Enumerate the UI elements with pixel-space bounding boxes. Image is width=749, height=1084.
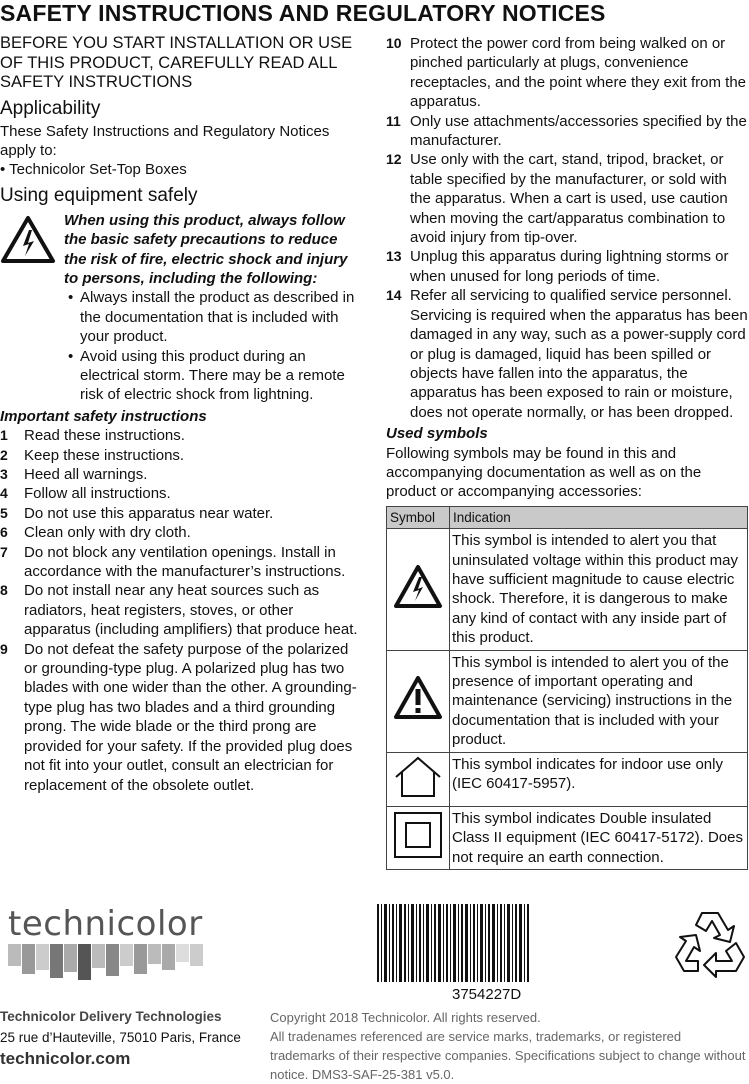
barcode-icon: [377, 904, 529, 982]
applicability-heading: Applicability: [0, 97, 101, 119]
company-block: [0, 1006, 241, 1069]
safety-warning-text: When using this product, always follow the basic safety precautions to reduce the risk of fire, electric shock and injury to persons, including the following:: [64, 211, 348, 287]
important-heading: Important safety instructions: [0, 407, 207, 425]
instruction-item: 6 Clean only with dry cloth.: [0, 524, 191, 542]
symbol-indication: This symbol is intended to alert you of the presence of important operating and maintenance (servicing) instructions in the documentation that is included with your product.: [450, 650, 748, 752]
page-title: SAFETY INSTRUCTIONS AND REGULATORY NOTICES: [0, 0, 606, 26]
instruction-item: 12 Use only with the cart, stand, tripod, bracket, or table specified by the manufacturer, or sold with the apparatus. When a cart is used, use caution when moving the cart/apparatus combination to avoid injury from tip-over.: [386, 151, 728, 247]
instruction-item: 13 Unplug this apparatus during lightning storms or when unused for long periods of time.: [386, 248, 729, 285]
exclamation-triangle-icon: [387, 650, 450, 752]
company-name: Technicolor Delivery Technologies: [0, 1009, 222, 1024]
intro-warning: BEFORE YOU START INSTALLATION OR USE OF THIS PRODUCT, CAREFULLY READ ALL SAFETY INSTRUCTIONS: [0, 34, 353, 91]
symbol-indication: This symbol indicates Double insulated Class II equipment (IEC 60417-5172). Does not require an earth connection.: [450, 807, 748, 870]
copyright-block: [270, 1008, 749, 1084]
company-address: 25 rue d’Hauteville, 75010 Paris, France: [0, 1030, 241, 1045]
indication-column-header: Indication: [450, 506, 748, 528]
safety-warning-block: [0, 211, 362, 405]
instruction-item: 2 Keep these instructions.: [0, 446, 185, 464]
barcode-number: 3754227D: [452, 986, 522, 1003]
instruction-item: 3 Heed all warnings.: [0, 466, 148, 483]
symbols-heading: Used symbols: [386, 425, 488, 443]
instruction-item: 4 Follow all instructions.: [0, 485, 171, 503]
instruction-item: 14 Refer all servicing to qualified service personnel. Servicing is required when the apparatus has been damaged in any way, such as a power-supply cord or plug is damaged, liquid has been spilled or objects have fallen into the apparatus, the apparatus has been exposed to rain or moisture, does not operate normally, or has been dropped.: [386, 287, 748, 421]
instruction-item: 7 Do not block any ventilation openings. Install in accordance with the manufacturer’s instructions.: [0, 543, 346, 581]
legal-text: All tradenames referenced are service marks, trademarks, or registered trademarks of their respective companies. Specifications subject to change without notice. DMS3-SAF-25-381 v5.0.: [270, 1029, 746, 1082]
symbol-column-header: Symbol: [387, 506, 450, 528]
applicability-text: These Safety Instructions and Regulatory Notices apply to:: [0, 122, 330, 159]
double-square-icon: [387, 807, 450, 870]
symbols-table: [386, 506, 748, 871]
symbol-indication: This symbol indicates for indoor use only (IEC 60417-5957).: [450, 752, 748, 806]
symbols-text: Following symbols may be found in this and accompanying documentation as well as on the product or accompanying accessories:: [386, 444, 702, 501]
instruction-item: 9 Do not defeat the safety purpose of the polarized or grounding-type plug. A polarized plug has two blades with one wider than the other. A grounding-type plug has two blades and a third grounding prong. The wide blade or the third prong are provided for your safety. If the provided plug does not fit into your outlet, consult an electrician for replacement of the obsolete outlet.: [0, 640, 357, 794]
right-column: [386, 34, 749, 870]
safety-bullet: • Always install the product as described in the documentation that is included with your product.: [80, 288, 362, 346]
left-column: [0, 34, 362, 795]
logo-stripes-icon: [8, 944, 208, 982]
safety-bullet: • Avoid using this product during an electrical storm. There may be a remote risk of electric shock from lightning.: [80, 347, 362, 405]
recycle-icon: [672, 905, 748, 981]
logo-text: technicolor: [8, 904, 203, 944]
table-row: [387, 752, 748, 806]
instruction-item: 10 Protect the power cord from being walked on or pinched particularly at plugs, convenience receptacles, and the point where they exit from the apparatus.: [386, 35, 747, 111]
table-row: [387, 529, 748, 650]
house-icon: [387, 752, 450, 806]
instruction-item: 1 Read these instructions.: [0, 427, 185, 445]
copyright-text: Copyright 2018 Technicolor. All rights reserved.: [270, 1010, 541, 1025]
instruction-item: 8 Do not install near any heat sources such as radiators, heat registers, stoves, or other apparatus (including amplifiers) that produce heat.: [0, 582, 358, 639]
lightning-triangle-icon: [387, 529, 450, 650]
applicability-item: • Technicolor Set-Top Boxes: [0, 161, 187, 179]
company-url: technicolor.com: [0, 1049, 131, 1068]
technicolor-logo: [8, 904, 208, 987]
instruction-item: 11 Only use attachments/accessories specified by the manufacturer.: [386, 112, 747, 150]
lightning-triangle-icon: [0, 211, 64, 405]
table-row: [387, 807, 748, 870]
table-row: [387, 650, 748, 752]
instruction-item: 5 Do not use this apparatus near water.: [0, 504, 274, 522]
using-heading: Using equipment safely: [0, 184, 198, 206]
symbol-indication: This symbol is intended to alert you that uninsulated voltage within this product may have sufficient magnitude to cause electric shock. Therefore, it is dangerous to make any kind of contact with any inside part of this product.: [450, 529, 748, 650]
